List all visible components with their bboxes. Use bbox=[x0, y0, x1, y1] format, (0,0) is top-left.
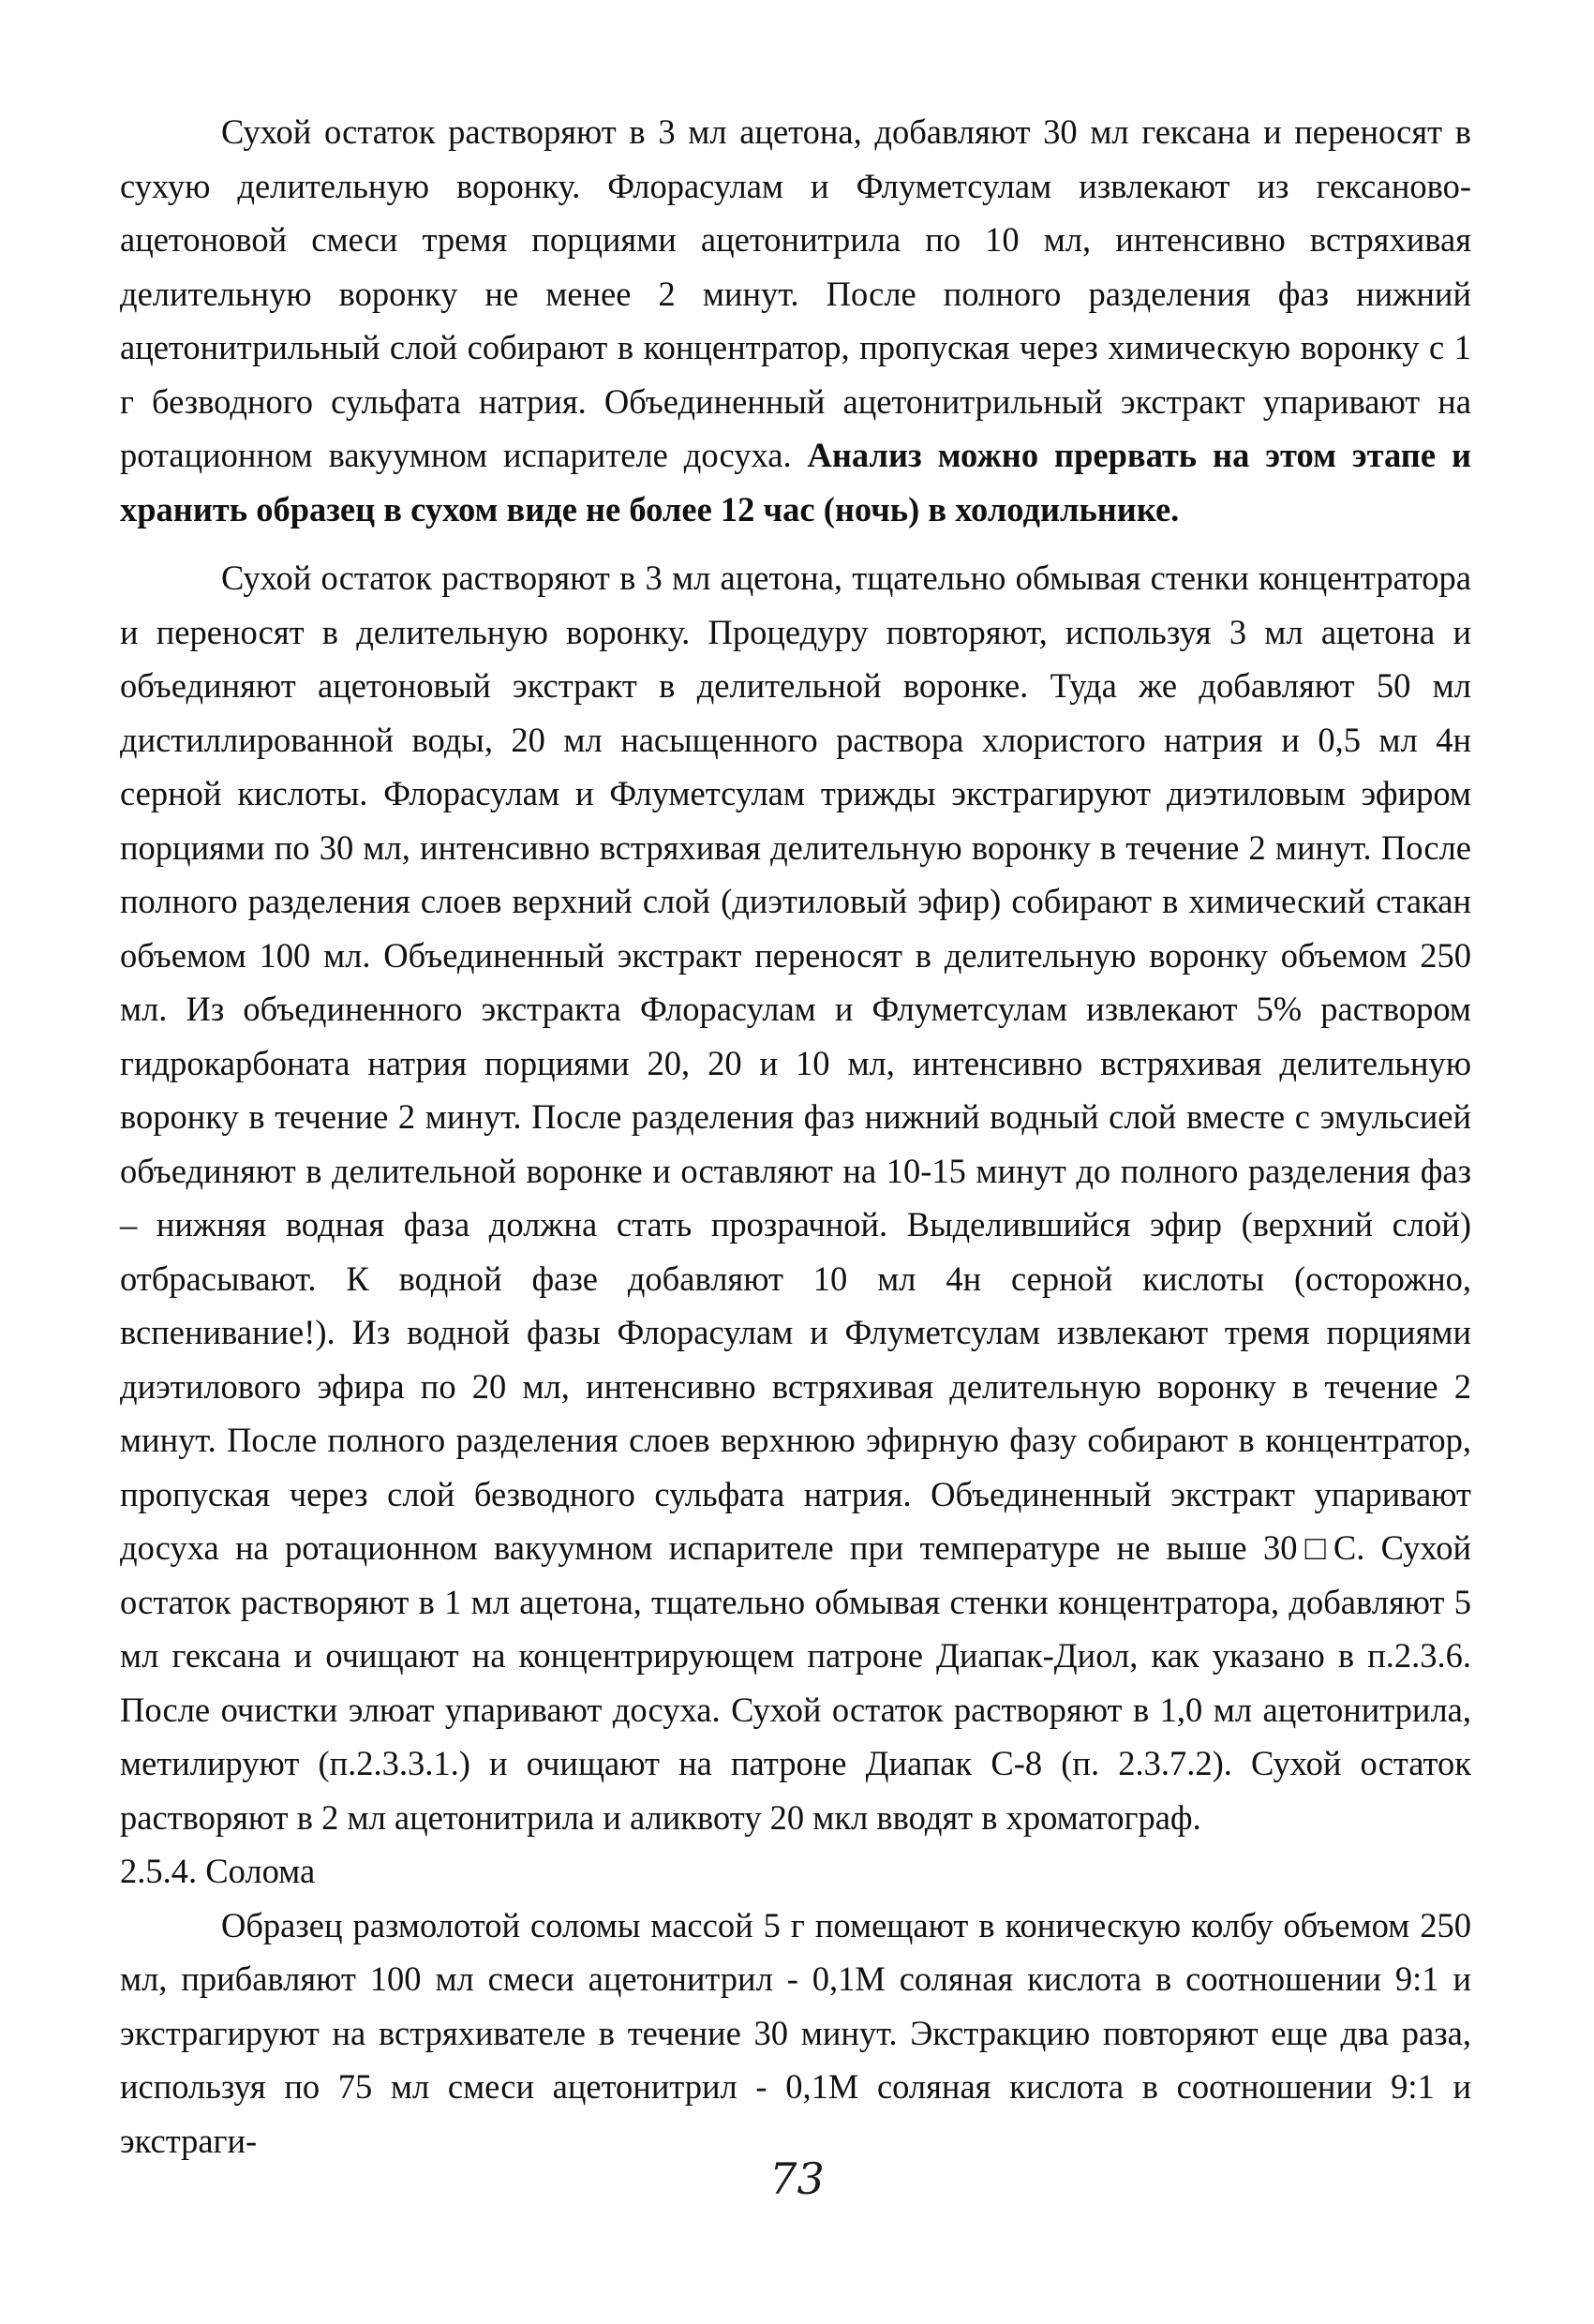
page-number: 73 bbox=[769, 2153, 825, 2204]
document-page bbox=[120, 105, 1471, 2168]
paragraph-1 bbox=[120, 105, 1471, 536]
paragraph-1-text: Сухой остаток растворяют в 3 мл ацетона, добавляют 30 мл гексана и переносят в сухую делительную воронку. Флорасулам и Флуметсулам извлекают из гексаново-ацетоновой смеси тремя порциями ацетонитрила по 10 мл, интенсивно встряхивая делительную воронку не менее 2 минут. После полного разделения фаз нижний ацетонитрильный слой собирают в концентратор, пропуская через химическую воронку с 1 г безводного сульфата натрия. Объединенный ацетонитрильный экстракт упаривают на ротационном вакуумном испарителе досуха. bbox=[120, 112, 1471, 474]
paragraph-1-bold-note: Анализ можно прервать на этом этапе и хранить образец в сухом виде не более 12 час (ночь) в холодильнике. bbox=[120, 436, 1471, 529]
paragraph-2: Сухой остаток растворяют в 3 мл ацетона, тщательно обмывая стенки концентратора и переносят в делительную воронку. Процедуру повторяют, используя 3 мл ацетона и объединяют ацетоновый экстракт в делительной воронке. Туда же добавляют 50 мл дистиллированной воды, 20 мл насыщенного раствора хлористого натрия и 0,5 мл 4н серной кислоты. Флорасулам и Флуметсулам трижды экстрагируют диэтиловым эфиром порциями по 30 мл, интенсивно встряхивая делительную воронку в течение 2 минут. После полного разделения слоев верхний слой (диэтиловый эфир) собирают в химический стакан объемом 100 мл. Объединенный экстракт переносят в делительную воронку объемом 250 мл. Из объединенного экстракта Флорасулам и Флуметсулам извлекают 5% раствором гидрокарбоната натрия порциями 20, 20 и 10 мл, интенсивно встряхивая делительную воронку в течение 2 минут. После разделения фаз нижний водный слой вместе с эмульсией объединяют в делительной воронке и оставляют на 10-15 минут до полного разделения фаз – нижняя водная фаза должна стать прозрачной. Выделившийся эфир (верхний слой) отбрасывают. К водной фазе добавляют 10 мл 4н серной кислоты (осторожно, вспенивание!). Из водной фазы Флорасулам и Флуметсулам извлекают тремя порциями диэтилового эфира по 20 мл, интенсивно встряхивая делительную воронку в течение 2 минут. После полного разделения слоев верхнюю эфирную фазу собирают в концентратор, пропуская через слой безводного сульфата натрия. Объединенный экстракт упаривают досуха на ротационном вакуумном испарителе при температуре не выше 30□С. Сухой остаток растворяют в 1 мл ацетона, тщательно обмывая стенки концентратора, добавляют 5 мл гексана и очищают на концентрирующем патроне Диапак-Диол, как указано в п.2.3.6. После очистки элюат упаривают досуха. Сухой остаток растворяют в 1,0 мл ацетонитрила, метилируют (п.2.3.3.1.) и очищают на патроне Диапак С-8 (п. 2.3.7.2). Сухой остаток растворяют в 2 мл ацетонитрила и аликвоту 20 мкл вводят в хроматограф. bbox=[120, 559, 1471, 1837]
paragraph-3: Образец размолотой соломы массой 5 г помещают в коническую колбу объемом 250 мл, прибавляют 100 мл смеси ацетонитрил - 0,1М соляная кислота в соотношении 9:1 и экстрагируют на встряхивателе в течение 30 минут. Экстракцию повторяют еще два раза, используя по 75 мл смеси ацетонитрил - 0,1М соляная кислота в соотношении 9:1 и экстраги- bbox=[120, 1905, 1471, 2160]
section-heading: 2.5.4. Солома bbox=[120, 1852, 316, 1890]
